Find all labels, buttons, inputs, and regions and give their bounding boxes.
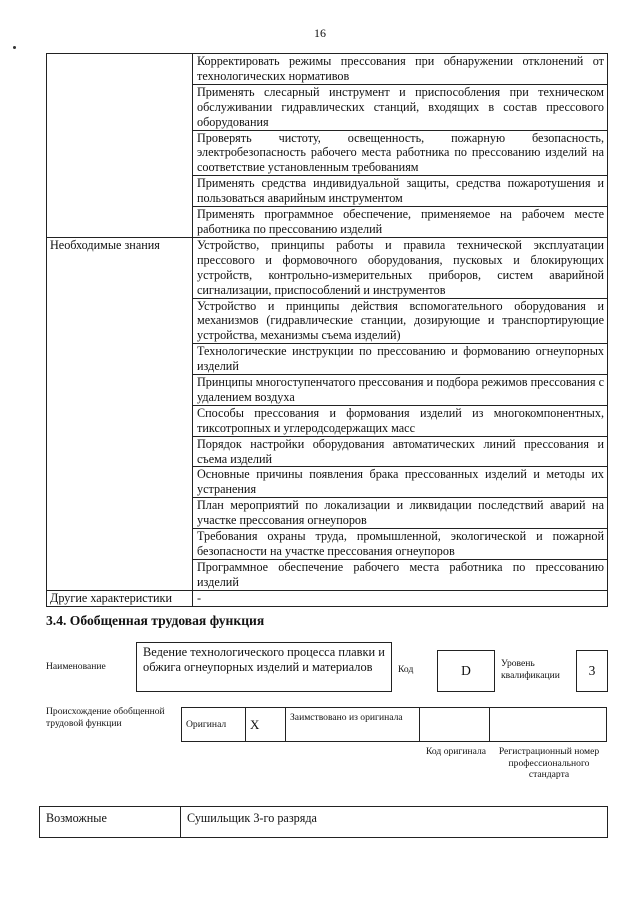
skills-table <box>46 53 608 607</box>
skill-cell: Применять средства индивидуальной защиты, средства пожаротушения и пользоваться аварийным инструментом <box>193 176 608 207</box>
table-row <box>47 54 608 85</box>
knowledge-cell: Технологические инструкции по прессованию и формованию огнеупорных изделий <box>193 344 608 375</box>
knowledge-label: Необходимые знания <box>47 237 193 590</box>
knowledge-cell: Программное обеспечение рабочего места работника по прессованию изделий <box>193 559 608 590</box>
skill-cell: Применять программное обеспечение, применяемое на рабочем месте работника по прессованию изделий <box>193 207 608 238</box>
name-label: Наименование <box>46 661 106 672</box>
table-row <box>47 237 608 298</box>
code-label: Код <box>398 664 414 675</box>
knowledge-cell: Основные причины появления брака прессованных изделий и методы их устранения <box>193 467 608 498</box>
other-label: Другие характеристики <box>47 590 193 606</box>
knowledge-cell: План мероприятий по локализации и ликвидации последствий аварий на участке прессования огнеупоров <box>193 498 608 529</box>
original-code-label: Код оригинала <box>425 746 487 757</box>
name-field: Ведение технологического процесса плавки и обжига огнеупорных изделий и материалов <box>136 642 392 692</box>
level-field: 3 <box>576 650 608 692</box>
reg-number-cell <box>490 708 607 742</box>
positions-value: Сушильщик 3-го разряда <box>181 807 608 838</box>
other-value: - <box>193 590 608 606</box>
page-number: 16 <box>314 26 326 40</box>
reg-number-label: Регистрационный номер профессионального стандарта <box>498 746 600 780</box>
table-row <box>40 807 608 838</box>
skill-cell: Проверять чистоту, освещенность, пожарную безопасность, электробезопасность рабочего места работника по прессованию изделий на соответствие установленным требованиям <box>193 130 608 176</box>
original-label: Оригинал <box>182 708 246 742</box>
knowledge-cell: Принципы многоступенчатого прессования и подбора режимов прессования с удалением воздуха <box>193 375 608 406</box>
code-field: D <box>437 650 495 692</box>
origin-label: Происхождение обобщенной трудовой функции <box>46 706 165 729</box>
original-code-cell <box>420 708 490 742</box>
knowledge-cell: Требования охраны труда, промышленной, экологической и пожарной безопасности на участке прессования огнеупоров <box>193 529 608 560</box>
positions-table <box>39 806 608 838</box>
skill-cell: Применять слесарный инструмент и приспособления при техническом обслуживании гидравлических станций, входящих в состав прессового оборудования <box>193 84 608 130</box>
borrowed-label: Заимствовано из оригинала <box>286 708 420 742</box>
section-title: 3.4. Обобщенная трудовая функция <box>46 613 265 628</box>
knowledge-cell: Способы прессования и формования изделий из многокомпонентных, тиксотропных и углеродсодержащих масс <box>193 405 608 436</box>
knowledge-cell: Устройство, принципы работы и правила технической эксплуатации прессового и формовочного оборудования, пусковых и блокирующих устройств, контрольно-измерительных приборов, систем аварийной сигнализации, приспособлений и инструментов <box>193 237 608 298</box>
skill-cell: Корректировать режимы прессования при обнаружении отклонений от технологических нормативов <box>193 54 608 85</box>
origin-table <box>181 707 607 742</box>
original-mark: X <box>246 708 286 742</box>
skills-label-cell <box>47 54 193 238</box>
table-row <box>182 708 607 742</box>
table-row <box>47 590 608 606</box>
level-label: Уровень квалификации <box>501 658 560 681</box>
margin-dot <box>13 46 16 49</box>
knowledge-cell: Порядок настройки оборудования автоматических линий прессования и съема изделий <box>193 436 608 467</box>
positions-label: Возможные <box>40 807 181 838</box>
knowledge-cell: Устройство и принципы действия вспомогательного оборудования и механизмов (гидравлические станции, дозирующие и транспортирующие устройства, механизмы съема изделий) <box>193 298 608 344</box>
